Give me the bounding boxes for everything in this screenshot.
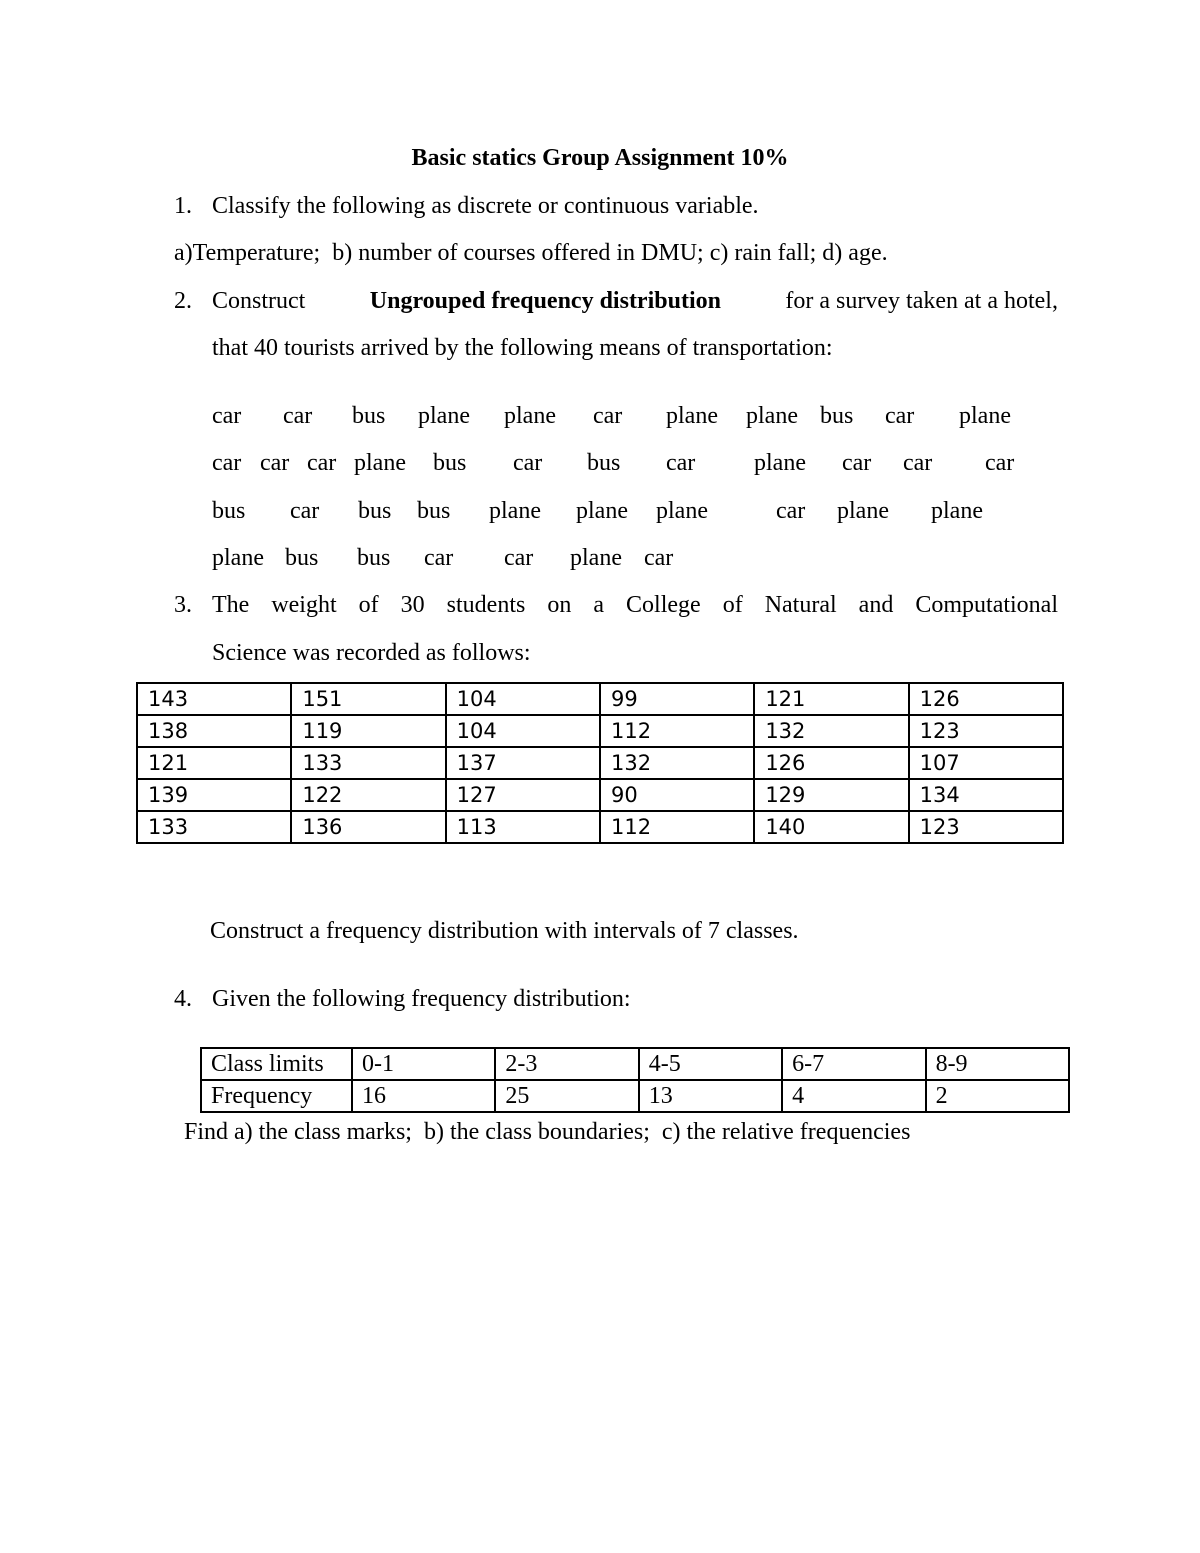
table-row [201, 1080, 1069, 1112]
table-cell: 126 [754, 747, 908, 779]
transport-word: bus [433, 450, 467, 476]
transport-word: car [260, 450, 290, 476]
table-row [137, 779, 1063, 811]
table-cell: 132 [600, 747, 754, 779]
transport-word: plane [489, 498, 541, 524]
transport-word: car [776, 498, 806, 524]
table-cell: 104 [446, 683, 600, 715]
q2-text-after: for a survey taken at a hotel, [779, 288, 1058, 314]
table-cell: 123 [909, 811, 1063, 843]
q2-text-bold: Ungrouped frequency distribution [369, 288, 721, 314]
table-cell: 13 [639, 1080, 782, 1112]
transport-word: plane [576, 498, 628, 524]
q4-text: Given the following frequency distribution: [212, 986, 631, 1012]
transport-word: car [593, 403, 623, 429]
transport-word: car [513, 450, 543, 476]
table-cell: 143 [137, 683, 291, 715]
table-cell: 133 [291, 747, 445, 779]
transport-word: car [985, 450, 1015, 476]
q2-text-before: Construct [212, 288, 312, 314]
table-header-cell: Class limits [201, 1048, 352, 1080]
transport-word: bus [587, 450, 621, 476]
transport-word: plane [570, 545, 622, 571]
table-cell: 137 [446, 747, 600, 779]
q3-line2: Science was recorded as follows: [212, 640, 531, 666]
table-cell: 4-5 [639, 1048, 782, 1080]
q2-line2: that 40 tourists arrived by the following means of transportation: [212, 335, 833, 361]
table-cell: 139 [137, 779, 291, 811]
transport-word: plane [504, 403, 556, 429]
transport-word: bus [357, 545, 391, 571]
table-row [201, 1048, 1069, 1080]
weights-table [136, 682, 1064, 844]
table-cell: 133 [137, 811, 291, 843]
transport-word: car [903, 450, 933, 476]
table-cell: 123 [909, 715, 1063, 747]
transport-word: plane [959, 403, 1011, 429]
q1-number: 1. [174, 193, 192, 219]
table-cell: 121 [754, 683, 908, 715]
q2-text [212, 286, 1058, 316]
page-title: Basic statics Group Assignment 10% [411, 145, 789, 171]
transport-word: car [424, 545, 454, 571]
q1-text: Classify the following as discrete or continuous variable. [212, 193, 759, 219]
transport-word: bus [417, 498, 451, 524]
table-cell: 132 [754, 715, 908, 747]
q3-number: 3. [174, 592, 192, 618]
table-header-cell: Frequency [201, 1080, 352, 1112]
transport-word: car [504, 545, 534, 571]
q4-number: 4. [174, 986, 192, 1012]
transport-word: plane [746, 403, 798, 429]
transport-word: bus [285, 545, 319, 571]
table-cell: 90 [600, 779, 754, 811]
table-cell: 112 [600, 811, 754, 843]
q2-number: 2. [174, 288, 192, 314]
table-cell: 129 [754, 779, 908, 811]
table-row [137, 715, 1063, 747]
transport-word: plane [754, 450, 806, 476]
transport-word: plane [931, 498, 983, 524]
transport-word: plane [666, 403, 718, 429]
table-cell: 4 [782, 1080, 925, 1112]
table-cell: 6-7 [782, 1048, 925, 1080]
table-cell: 126 [909, 683, 1063, 715]
table-cell: 121 [137, 747, 291, 779]
frequency-table [200, 1047, 1070, 1113]
transport-word: bus [212, 498, 246, 524]
transport-word: car [644, 545, 674, 571]
transport-word: car [212, 450, 242, 476]
q3-instruction: Construct a frequency distribution with intervals of 7 classes. [210, 918, 799, 944]
transport-word: car [307, 450, 337, 476]
table-cell: 16 [352, 1080, 495, 1112]
transport-word: car [885, 403, 915, 429]
table-cell: 138 [137, 715, 291, 747]
q3-line1: The weight of 30 students on a College of Natural and Computational [212, 592, 1058, 618]
q1-options: a)Temperature; b) number of courses offered in DMU; c) rain fall; d) age. [174, 240, 888, 266]
table-cell: 113 [446, 811, 600, 843]
table-cell: 107 [909, 747, 1063, 779]
transport-word: car [666, 450, 696, 476]
transport-word: plane [354, 450, 406, 476]
table-cell: 119 [291, 715, 445, 747]
table-cell: 134 [909, 779, 1063, 811]
transport-word: plane [418, 403, 470, 429]
table-cell: 25 [495, 1080, 638, 1112]
table-cell: 99 [600, 683, 754, 715]
table-cell: 112 [600, 715, 754, 747]
table-row [137, 747, 1063, 779]
table-row [137, 811, 1063, 843]
transport-word: plane [212, 545, 264, 571]
table-cell: 8-9 [926, 1048, 1069, 1080]
transport-word: car [290, 498, 320, 524]
transport-word: plane [837, 498, 889, 524]
transport-word: car [842, 450, 872, 476]
transport-word: car [283, 403, 313, 429]
q4-find: Find a) the class marks; b) the class boundaries; c) the relative frequencies [184, 1119, 911, 1145]
table-cell: 122 [291, 779, 445, 811]
transport-word: bus [820, 403, 854, 429]
table-cell: 0-1 [352, 1048, 495, 1080]
transport-word: bus [352, 403, 386, 429]
table-cell: 2 [926, 1080, 1069, 1112]
table-cell: 127 [446, 779, 600, 811]
table-cell: 140 [754, 811, 908, 843]
table-row [137, 683, 1063, 715]
table-cell: 136 [291, 811, 445, 843]
table-cell: 104 [446, 715, 600, 747]
transport-word: bus [358, 498, 392, 524]
table-cell: 2-3 [495, 1048, 638, 1080]
transport-word: car [212, 403, 242, 429]
table-cell: 151 [291, 683, 445, 715]
transport-word: plane [656, 498, 708, 524]
